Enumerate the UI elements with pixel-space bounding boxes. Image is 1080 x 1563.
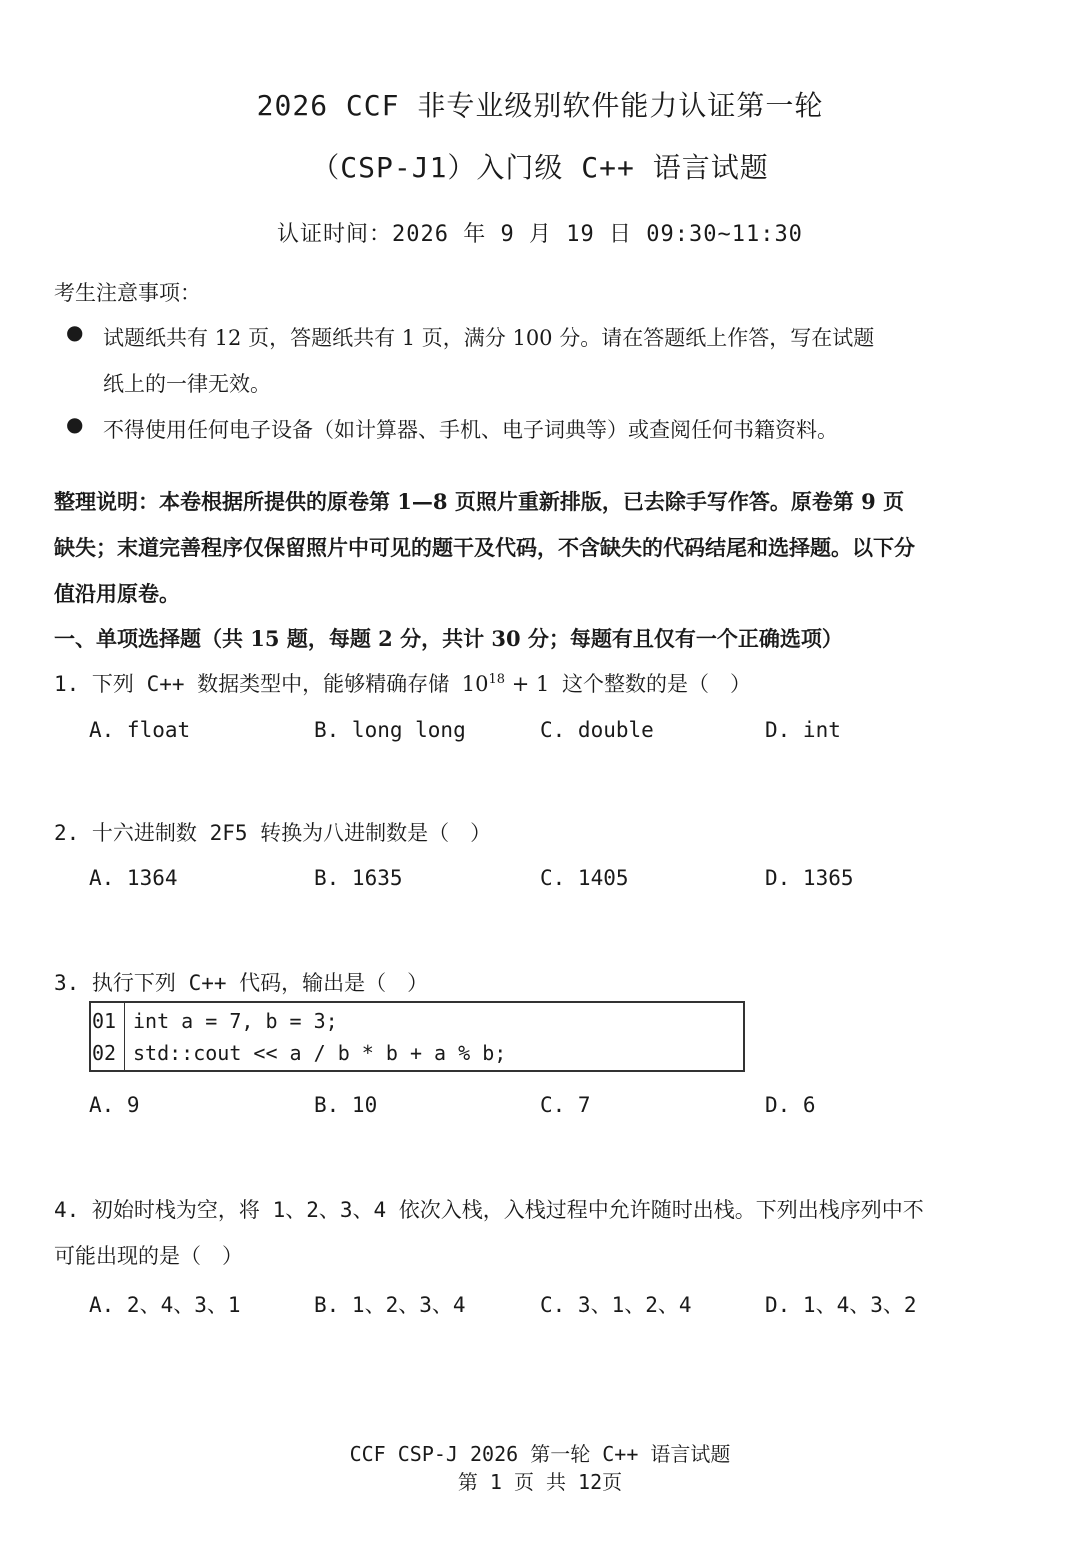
- q1-option-a[interactable]: A. float: [89, 718, 191, 742]
- editor-note-line: 缺失；末道完善程序仅保留照片中可见的题干及代码，不含缺失的代码结尾和选择题。以下分: [54, 535, 915, 560]
- q3-option-c[interactable]: C. 7: [540, 1093, 591, 1117]
- q2-option-a[interactable]: A. 1364: [89, 866, 178, 890]
- math-tail: + 1: [505, 672, 550, 696]
- bullet-icon: ●: [66, 412, 84, 436]
- notes-heading: 考生注意事项：: [54, 281, 201, 305]
- section-heading: 一、单项选择题（共 15 题，每题 2 分，共计 30 分；每题有且仅有一个正确选项）: [54, 626, 843, 651]
- note-item-1: 试题纸共有 12 页，答题纸共有 1 页，满分 100 分。请在答题纸上作答，写在试题: [103, 326, 875, 350]
- q2-option-c[interactable]: C. 1405: [540, 866, 629, 890]
- question-1-stem: [54, 668, 751, 698]
- exam-time: 认证时间：2026 年 9 月 19 日 09:30~11:30: [277, 222, 803, 247]
- editor-note-line: 值沿用原卷。: [54, 581, 180, 606]
- question-1-suffix: 这个整数的是（ ）: [549, 672, 752, 696]
- q4-option-a[interactable]: A. 2、4、3、1: [89, 1293, 241, 1317]
- editor-note-line: 整理说明：本卷根据所提供的原卷第 1—8 页照片重新排版，已去除手写作答。原卷第 9 页: [54, 489, 905, 514]
- code-line: int a = 7, b = 3;: [133, 1009, 338, 1033]
- code-block: [89, 1001, 745, 1072]
- q1-option-d[interactable]: D. int: [765, 718, 841, 742]
- code-line-number: 02: [92, 1041, 117, 1065]
- q3-option-a[interactable]: A. 9: [89, 1093, 140, 1117]
- question-4-stem: 4. 初始时栈为空，将 1、2、3、4 依次入栈，入栈过程中允许随时出栈。下列出栈序列中不: [54, 1198, 924, 1222]
- math-base: 10: [461, 672, 489, 696]
- note-item-2: 不得使用任何电子设备（如计算器、手机、电子词典等）或查阅任何书籍资料。: [103, 418, 838, 442]
- code-line-number: 01: [92, 1009, 117, 1033]
- q2-option-d[interactable]: D. 1365: [765, 866, 854, 890]
- footer-title: CCF CSP-J 2026 第一轮 C++ 语言试题: [349, 1442, 731, 1466]
- question-3-stem: 3. 执行下列 C++ 代码，输出是（ ）: [54, 971, 429, 995]
- code-line: std::cout << a / b * b + a % b;: [133, 1041, 507, 1065]
- q3-option-d[interactable]: D. 6: [765, 1093, 816, 1117]
- q1-option-c[interactable]: C. double: [540, 718, 654, 742]
- note-item-1-cont: 纸上的一律无效。: [103, 372, 271, 396]
- q1-option-b[interactable]: B. long long: [314, 718, 466, 742]
- bullet-icon: ●: [66, 320, 84, 344]
- math-exponent: 18: [488, 672, 506, 687]
- q4-option-d[interactable]: D. 1、4、3、2: [765, 1293, 917, 1317]
- question-4-stem-cont: 可能出现的是（ ）: [54, 1244, 243, 1268]
- question-1-prefix: 1. 下列 C++ 数据类型中，能够精确存储: [54, 672, 462, 696]
- question-2-stem: 2. 十六进制数 2F5 转换为八进制数是（ ）: [54, 821, 492, 845]
- q3-option-b[interactable]: B. 10: [314, 1093, 378, 1117]
- q4-option-c[interactable]: C. 3、1、2、4: [540, 1293, 692, 1317]
- page-number: 第 1 页 共 12页: [457, 1470, 623, 1494]
- exam-title: 2026 CCF 非专业级别软件能力认证第一轮: [256, 89, 824, 122]
- q2-option-b[interactable]: B. 1635: [314, 866, 403, 890]
- q4-option-b[interactable]: B. 1、2、3、4: [314, 1293, 466, 1317]
- exam-subtitle: （CSP-J1）入门级 C++ 语言试题: [311, 151, 769, 184]
